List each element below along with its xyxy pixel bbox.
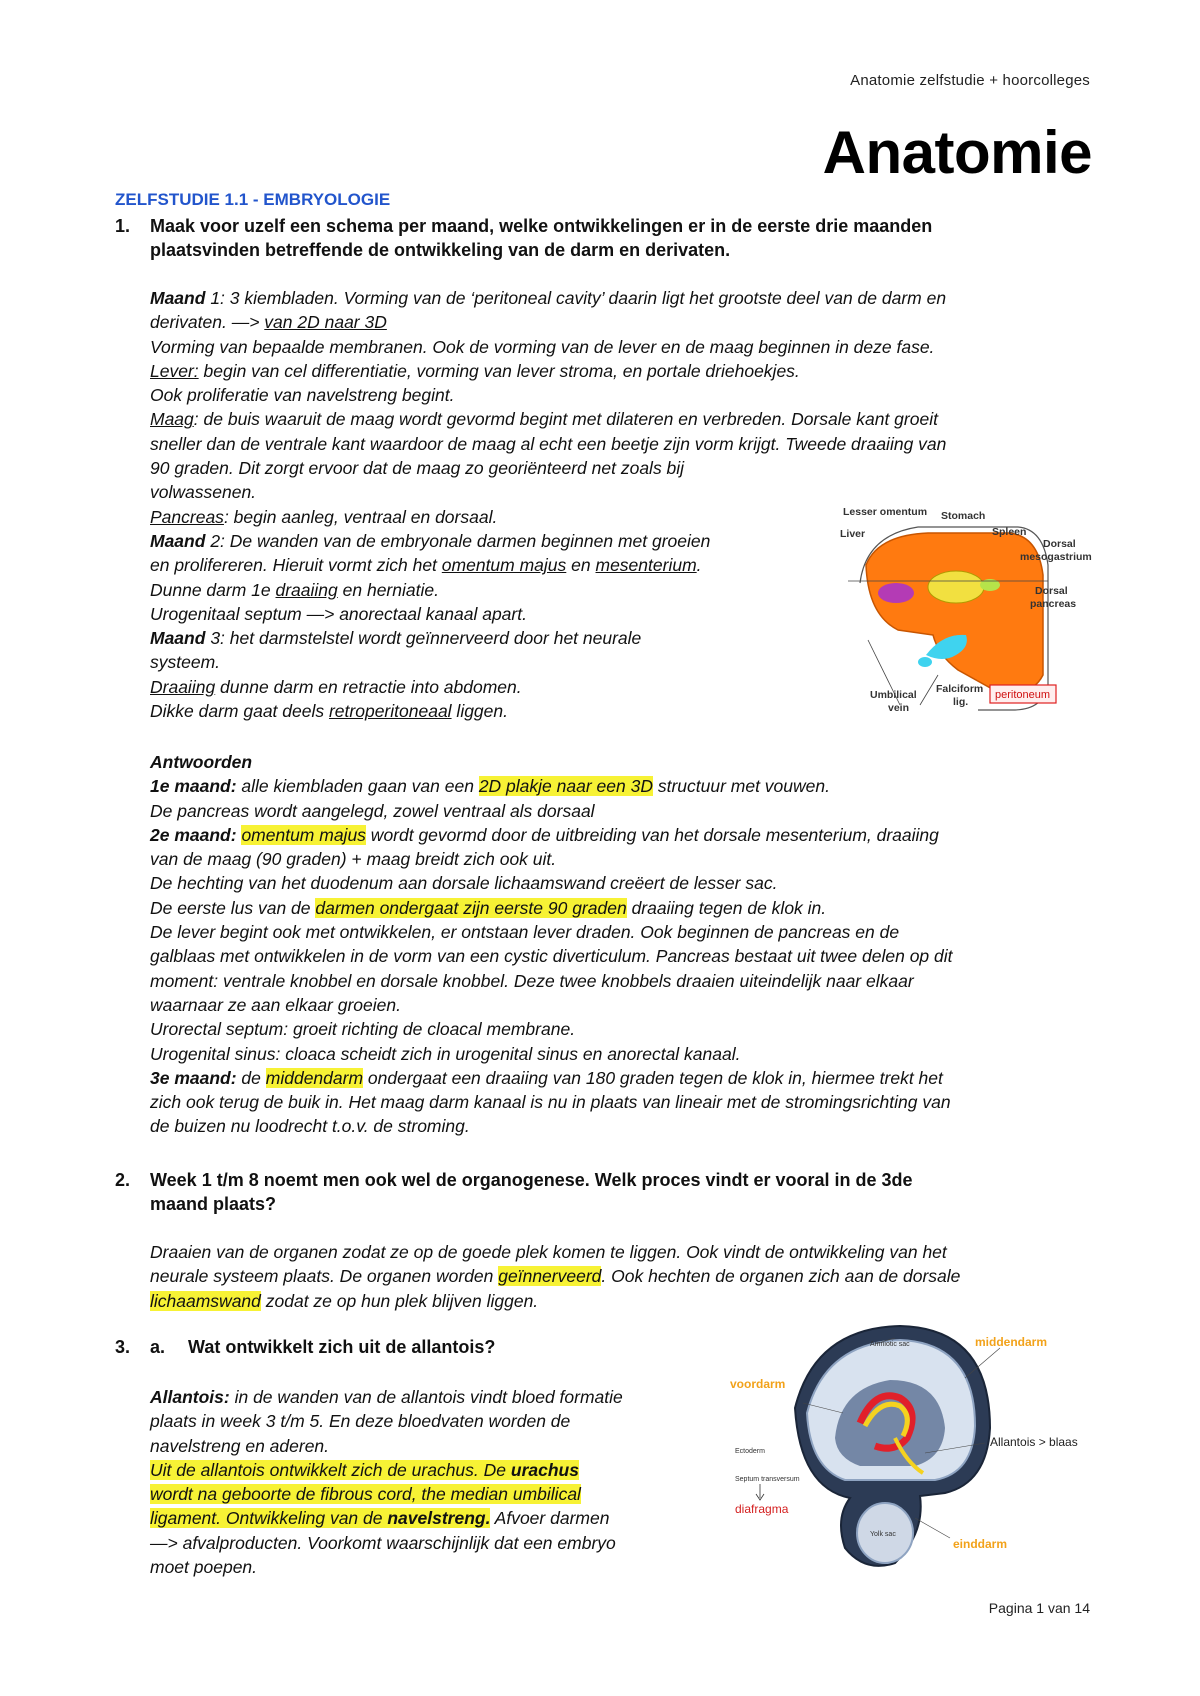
text-line: De lever begint ook met ontwikkelen, er ontstaan lever draden. Ook beginnen de pancreas en de <box>150 922 900 943</box>
question-number: 3. <box>115 1337 131 1357</box>
text-line: sneller dan de ventrale kant waardoor de maag al echt een beetje zijn vorm krijgt. Tweede draaiing van <box>150 433 947 454</box>
text-line: derivaten. —> van 2D naar 3D <box>150 312 387 333</box>
text-line: De pancreas wordt aangelegd, zowel ventraal als dorsaal <box>150 800 595 821</box>
section-title: ZELFSTUDIE 1.1 - EMBRYOLOGIE <box>115 190 391 209</box>
text-line: 90 graden. Dit zorgt ervoor dat de maag zo georiënteerd net zoals bij <box>150 458 685 479</box>
organ-mass <box>866 533 1043 695</box>
figure-label: Allantois > blaas <box>990 1435 1078 1449</box>
text-line: neurale systeem plaats. De organen worden geïnnerveerd. Ook hechten de organen zich aan de dorsale <box>150 1266 961 1287</box>
figure-label: Dorsal <box>1035 585 1068 597</box>
text-line: Urogenitaal septum —> anorectaal kanaal apart. <box>150 603 527 624</box>
question-line: Week 1 t/m 8 noemt men ook wel de organogenese. Welk proces vindt er vooral in de 3de <box>150 1170 913 1190</box>
answers-block <box>150 750 1110 1139</box>
highlight: Uit de allantois ontwikkelt zich de urachus. De <box>150 1459 511 1480</box>
liver-shape <box>878 583 914 603</box>
highlight: urachus <box>510 1459 579 1480</box>
figure-label: Lesser omentum <box>843 506 928 518</box>
text-line <box>150 1458 710 1482</box>
text-line: Draaiing dunne darm en retractie into abdomen. <box>150 676 522 697</box>
highlight: omentum majus <box>241 824 366 845</box>
embryo-allantois-figure <box>725 1318 1095 1573</box>
highlight: navelstreng. <box>387 1508 491 1529</box>
figure-label: Yolk sac <box>870 1531 896 1538</box>
highlight: geïnnerveerd <box>498 1266 602 1287</box>
text-line: Draaien van de organen zodat ze op de goede plek komen te liggen. Ook vindt de ontwikkeling van het <box>150 1242 947 1262</box>
text-line: Pancreas: begin aanleg, ventraal en dorsaal. <box>150 506 498 527</box>
question-sub-number: a. <box>150 1337 166 1357</box>
stomach-peritoneum-figure <box>838 505 1098 720</box>
text-line: waarnaar ze aan elkaar groeien. <box>150 994 401 1015</box>
figure-label: middendarm <box>975 1335 1048 1349</box>
text-line: Maand 2: De wanden van de embryonale darmen beginnen met groeien <box>150 530 711 551</box>
leader-line <box>915 1518 950 1538</box>
figure-label: vein <box>888 702 910 714</box>
figure-label: Ectoderm <box>735 1448 765 1455</box>
text-line: Maand 1: 3 kiembladen. Vorming van de ‘peritoneal cavity’ daarin ligt het grootste deel van de darm en <box>150 288 947 308</box>
text-line: 3e maand: de middendarm ondergaat een draaiing van 180 graden tegen de klok in, hiermee trekt het <box>150 1067 943 1088</box>
question-2 <box>115 1168 1095 1216</box>
figure-label: lig. <box>953 696 969 708</box>
text-line: van de maag (90 graden) + maag breidt zich ook uit. <box>150 849 557 870</box>
figure-label: diafragma <box>735 1502 789 1516</box>
question-3 <box>115 1335 715 1359</box>
figure-label: Amniotic sac <box>870 1341 910 1348</box>
figure-label: Dorsal <box>1043 538 1076 550</box>
page-number: Pagina 1 van 14 <box>988 1600 1090 1616</box>
stomach-shape <box>928 571 984 603</box>
text-line: en prolifereren. Hieruit vormt zich het omentum majus en mesenterium. <box>150 555 702 576</box>
highlight: lichaamswand <box>150 1290 261 1311</box>
pancreas-shape <box>918 657 932 667</box>
question-line: plaatsvinden betreffende de ontwikkeling van de darm en derivaten. <box>150 240 731 260</box>
text-line: Ook proliferatie van navelstreng begint. <box>150 385 455 406</box>
figure-label: einddarm <box>953 1537 1008 1551</box>
question-line: maand plaats? <box>150 1194 277 1214</box>
answers-title: Antwoorden <box>150 752 253 772</box>
text-line: —> afvalproducten. Voorkomt waarschijnlijk dat een embryo <box>150 1532 616 1553</box>
text-line: volwassenen. <box>150 482 257 503</box>
question-line: Wat ontwikkelt zich uit de allantois? <box>188 1337 496 1357</box>
text-line: Allantois: in de wanden van de allantois vindt bloed formatie <box>150 1387 623 1407</box>
text-line: ligament. Ontwikkeling van de navelstreng. Afvoer darmen <box>150 1508 610 1529</box>
question-2-answer <box>150 1240 1110 1313</box>
question-number: 2. <box>115 1170 131 1190</box>
figure-label: Falciform <box>936 683 984 695</box>
text-line <box>150 1482 710 1506</box>
question-line: Maak voor uzelf een schema per maand, welke ontwikkelingen er in de eerste drie maanden <box>150 216 933 236</box>
figure-label: mesogastrium <box>1020 551 1092 563</box>
text-line: moment: ventrale knobbel en dorsale knobbel. Deze twee knobbels draaien uiteindelijk naar elkaar <box>150 970 914 991</box>
text-line: De eerste lus van de darmen ondergaat zijn eerste 90 graden draaiing tegen de klok in. <box>150 897 827 918</box>
text-line: moet poepen. <box>150 1557 258 1578</box>
figure-label: Septum transversum <box>735 1476 800 1483</box>
text-line: plaats in week 3 t/m 5. En deze bloedvaten worden de <box>150 1411 571 1432</box>
text-line: De hechting van het duodenum aan dorsale lichaamswand creëert de lesser sac. <box>150 873 778 894</box>
text-line: navelstreng en aderen. <box>150 1435 330 1456</box>
figure-label: Spleen <box>992 526 1027 538</box>
text-line: systeem. <box>150 652 221 673</box>
highlight: darmen ondergaat zijn eerste 90 graden <box>315 897 627 918</box>
text-line: Urorectal septum: groeit richting de cloacal membrane. <box>150 1019 576 1040</box>
text-line: zich ook terug de buik in. Het maag darm kanaal is nu in plaats van lineair met de stromingsrichting van <box>150 1092 951 1113</box>
figure-label: voordarm <box>730 1377 786 1391</box>
text-line: lichaamswand zodat ze op hun plek blijven liggen. <box>150 1290 539 1311</box>
figure-label: Stomach <box>941 510 986 522</box>
figure-label: peritoneum <box>995 689 1051 701</box>
text-line: Maand 3: het darmstelstel wordt geïnnerveerd door het neurale <box>150 628 642 649</box>
text-line: Maag: de buis waaruit de maag wordt gevormd begint met dilateren en verbreden. Dorsale kant groeit <box>150 409 938 430</box>
figure-label: pancreas <box>1030 598 1077 610</box>
question-number: 1. <box>115 216 131 236</box>
figure-label: Liver <box>840 528 866 540</box>
text-line: Dunne darm 1e draaiing en herniatie. <box>150 579 439 600</box>
text-line: Lever: begin van cel differentiatie, vorming van lever stroma, en portale driehoekjes. <box>150 360 800 381</box>
text-line: de buizen nu loodrecht t.o.v. de stroming. <box>150 1116 470 1137</box>
text-line: Dikke darm gaat deels retroperitoneaal liggen. <box>150 701 508 722</box>
highlight: wordt na geboorte de fibrous cord, the median umbilical <box>150 1484 581 1505</box>
text-line: Vorming van bepaalde membranen. Ook de vorming van de lever en de maag beginnen in deze fase. <box>150 336 935 357</box>
highlight: 2D plakje naar een 3D <box>478 776 653 797</box>
text-line: galblaas met ontwikkelen in de vorm van een cystic diverticulum. Pancreas bestaat uit twee delen op dit <box>150 946 953 967</box>
highlight: middendarm <box>265 1067 364 1088</box>
text-line: 1e maand: alle kiembladen gaan van een 2D plakje naar een 3D structuur met vouwen. <box>150 776 830 797</box>
question-3-answer <box>150 1385 710 1579</box>
text-line: 2e maand: omentum majus wordt gevormd door de uitbreiding van het dorsale mesenterium, draaiing <box>150 824 939 845</box>
question-1 <box>115 214 1095 262</box>
document-title: Anatomie <box>822 119 1092 186</box>
header-note: Anatomie zelfstudie + hoorcolleges <box>850 72 1090 89</box>
figure-label: Umbilical <box>870 689 917 701</box>
text-line: Urogenital sinus: cloaca scheidt zich in urogenital sinus en anorectal kanaal. <box>150 1043 741 1064</box>
highlight: ligament. Ontwikkeling van de <box>150 1508 388 1529</box>
